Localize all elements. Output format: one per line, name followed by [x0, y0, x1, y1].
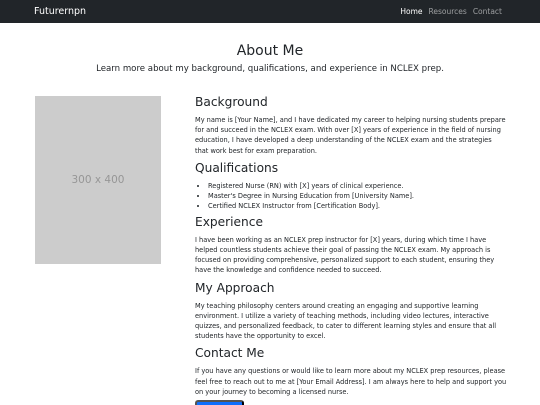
experience-text: I have been working as an NCLEX prep instructor for [X] years, during which time I have helped countless students achieve their goal of passing the NCLEX exam. My approach is focused on providing comprehensive, personalized support to each student, ensuring they have the knowledge and confidence needed to succeed.	[195, 235, 495, 275]
contact-section	[195, 346, 507, 397]
nav-link-home[interactable]: Home	[400, 7, 423, 16]
nav-link-contact[interactable]: Contact	[472, 7, 502, 16]
qualifications-heading: Qualifications	[195, 160, 279, 175]
qualifications-section	[195, 161, 507, 211]
experience-heading: Experience	[195, 214, 263, 229]
approach-heading: My Approach	[195, 280, 275, 295]
page-subtitle: Learn more about my background, qualifications, and experience in NCLEX prep.	[96, 64, 444, 74]
qualification-item: • Master's Degree in Nursing Education from [University Name].	[208, 191, 507, 201]
page-title: About Me	[236, 43, 304, 59]
navbar	[0, 0, 540, 23]
background-text: My name is [Your Name], and I have dedicated my career to helping nursing students prepare for and succeed in the NCLEX exam. With over [X] years of experience in the field of nursing education, I have developed a deep understanding of the NCLEX exam and the strategies that work best for exam preparation.	[195, 116, 506, 155]
about-content	[195, 95, 507, 402]
navbar-brand[interactable]: Futurernpn	[34, 6, 87, 17]
qualification-item: • Certified NCLEX Instructor from [Certification Body].	[208, 201, 507, 211]
nav-links	[400, 6, 502, 17]
background-section	[195, 95, 507, 156]
contact-text: If you have any questions or would like to learn more about my NCLEX prep resources, please feel free to reach out to me at [Your Email Address]. I am always here to help and support you on your journey to becoming a licensed nurse.	[195, 367, 507, 396]
profile-image-placeholder	[35, 96, 161, 264]
contact-heading: Contact Me	[195, 346, 265, 361]
nav-link-resources[interactable]: Resources	[428, 7, 467, 16]
contact-button[interactable]	[195, 400, 244, 405]
qualifications-list	[195, 181, 507, 211]
experience-section	[195, 215, 507, 276]
qualification-item: • Registered Nurse (RN) with [X] years of clinical experience.	[208, 181, 507, 191]
background-heading: Background	[195, 95, 268, 109]
placeholder-label: 300 x 400	[71, 174, 125, 186]
approach-section	[195, 281, 507, 342]
approach-text: My teaching philosophy centers around creating an engaging and supportive learning environment. I utilize a variety of teaching methods, including video lectures, interactive quizzes, and personalized feedback, to cater to different learning styles and ensure that all students have the opportunity to excel.	[195, 301, 497, 341]
